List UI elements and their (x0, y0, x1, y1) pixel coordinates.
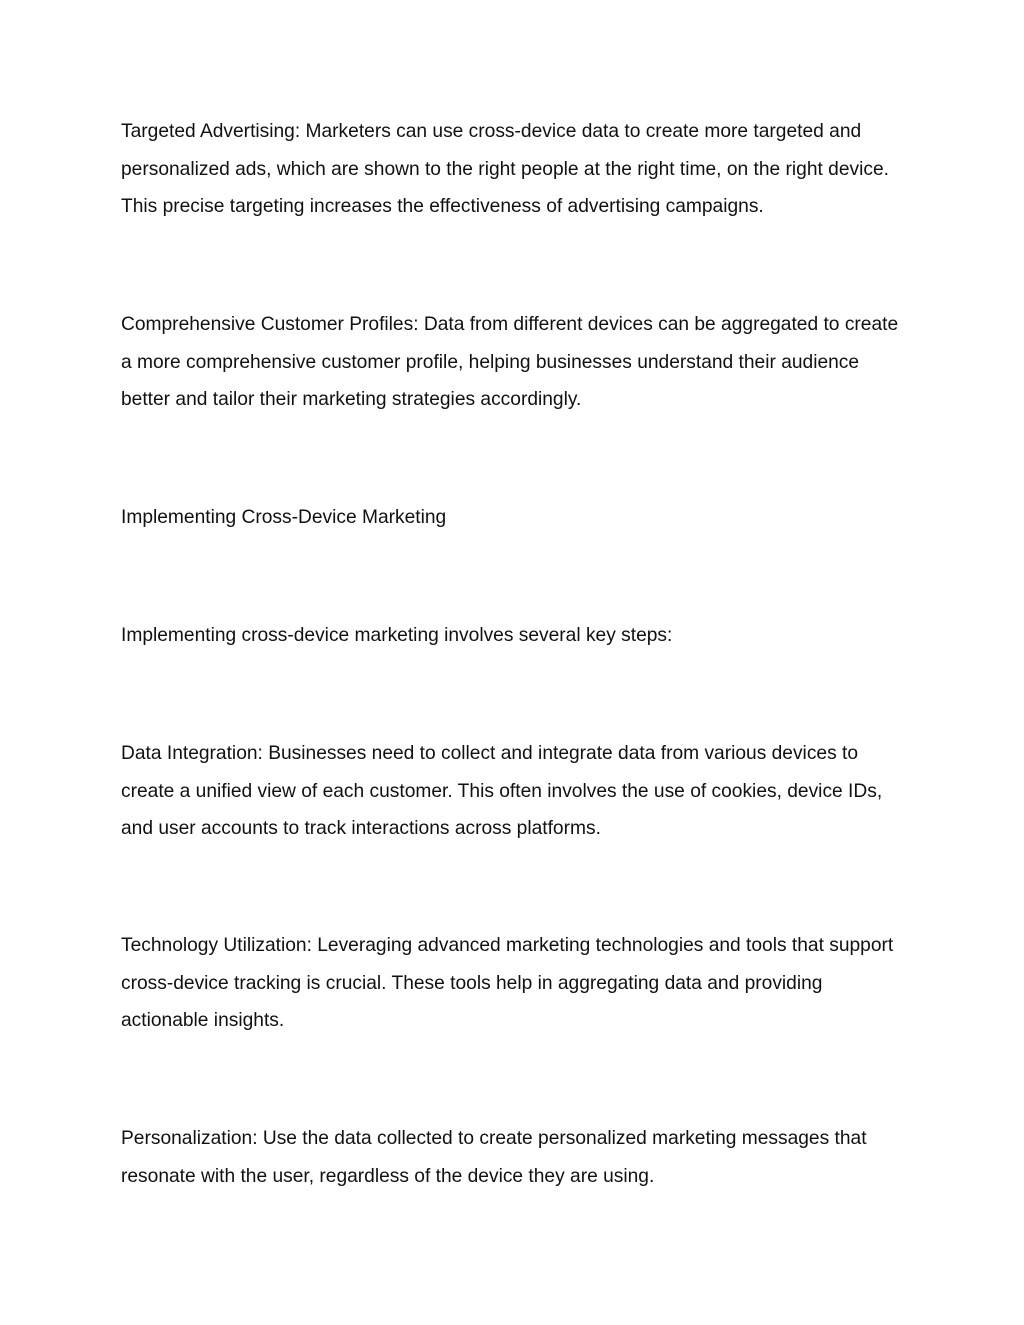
section-heading: Implementing Cross-Device Marketing (121, 507, 447, 528)
paragraph-intro-steps: Implementing cross-device marketing involves several key steps: (121, 625, 673, 646)
paragraph-targeted-advertising: Targeted Advertising: Marketers can use cross-device data to create more targeted and personalized ads, which are shown to the right people at the right time, on the right device. This precise targeting increases the effectiveness of advertising campaigns. (121, 121, 889, 218)
paragraph-personalization: Personalization: Use the data collected to create personalized marketing messages that resonate with the user, regardless of the device they are using. (121, 1128, 867, 1187)
paragraph-customer-profiles: Comprehensive Customer Profiles: Data from different devices can be aggregated to create a more comprehensive customer profile, helping businesses understand their audience better and tailor their marketing strategies accordingly. (121, 314, 899, 411)
paragraph-data-integration: Data Integration: Businesses need to collect and integrate data from various devices to create a unified view of each customer. This often involves the use of cookies, device IDs, and user accounts to track interactions across platforms. (121, 743, 883, 840)
paragraph-technology-utilization: Technology Utilization: Leveraging advanced marketing technologies and tools that support cross-device tracking is crucial. These tools help in aggregating data and providing actionable insights. (121, 935, 894, 1032)
